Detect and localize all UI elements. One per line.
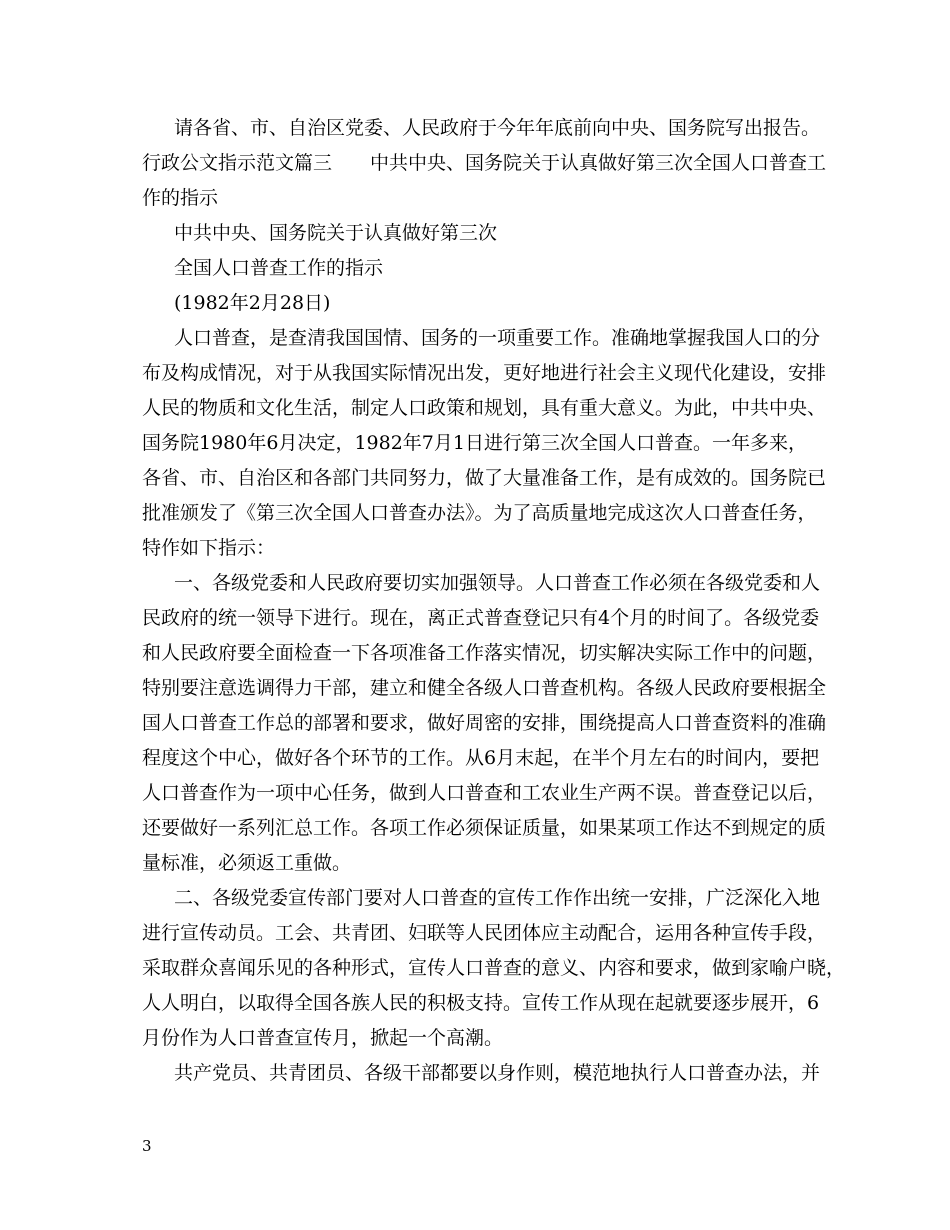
text-line-5: 全国人口普查工作的指示	[174, 257, 384, 279]
text-line-23: 二、各级党委宣传部门要对人口普查的宣传工作作出统一安排，广泛深化入地	[174, 887, 821, 909]
text-line-21: 还要做好一系列汇总工作。各项工作必须保证质量，如果某项工作达不到规定的质	[142, 817, 827, 839]
text-line-25: 采取群众喜闻乐见的各种形式，宣传人口普查的意义、内容和要求，做到家喻户晓，	[142, 957, 846, 979]
text-line-15: 民政府的统一领导下进行。现在，离正式普查登记只有4个月的时间了。各级党委	[142, 607, 820, 629]
text-line-11: 各省、市、自治区和各部门共同努力，做了大量准备工作，是有成效的。国务院已	[142, 467, 827, 489]
text-line-24: 进行宣传动员。工会、共青团、妇联等人民团体应主动配合，运用各种宣传手段，	[142, 922, 827, 944]
text-line-14: 一、各级党委和人民政府要切实加强领导。人口普查工作必须在各级党委和人	[174, 572, 821, 594]
text-line-6: (1982年2月28日)	[174, 292, 331, 314]
text-line-7: 人口普查，是查清我国国情、国务的一项重要工作。准确地掌握我国人口的分	[174, 327, 821, 349]
text-line-12: 批准颁发了《第三次全国人口普查办法》。为了高质量地完成这次人口普查任务，	[142, 502, 817, 524]
text-line-13: 特作如下指示：	[142, 537, 276, 559]
text-line-27: 月份作为人口普查宣传月，掀起一个高潮。	[142, 1027, 504, 1049]
text-line-20: 人口普查作为一项中心任务，做到人口普查和工农业生产两不误。普查登记以后，	[142, 782, 827, 804]
text-line-1: 请各省、市、自治区党委、人民政府于今年年底前向中央、国务院写出报告。	[174, 117, 821, 139]
text-line-4: 中共中央、国务院关于认真做好第三次	[174, 222, 498, 244]
text-line-16: 和人民政府要全面检查一下各项准备工作落实情况，切实解决实际工作中的问题，	[142, 642, 827, 664]
text-line-19: 程度这个中心，做好各个环节的工作。从6月末起，在半个月左右的时间内，要把	[142, 747, 820, 769]
text-line-3: 作的指示	[142, 187, 219, 209]
text-line-8: 布及构成情况，对于从我国实际情况出发，更好地进行社会主义现代化建设，安排	[142, 362, 827, 384]
text-line-18: 国人口普查工作总的部署和要求，做好周密的安排，围绕提高人口普查资料的准确	[142, 712, 827, 734]
document-body	[142, 117, 846, 1097]
text-line-9: 人民的物质和文化生活，制定人口政策和规划，具有重大意义。为此，中共中央、	[142, 397, 827, 419]
page-number: 3	[142, 1137, 152, 1155]
text-line-22: 量标准，必须返工重做。	[142, 852, 352, 874]
text-line-17: 特别要注意选调得力干部，建立和健全各级人口普查机构。各级人民政府要根据全	[142, 677, 827, 699]
text-line-28: 共产党员、共青团员、各级干部都要以身作则，模范地执行人口普查办法，并	[174, 1062, 821, 1084]
text-line-10: 国务院1980年6月决定，1982年7月1日进行第三次全国人口普查。一年多来，	[142, 432, 807, 454]
text-line-2: 行政公文指示范文篇三 中共中央、国务院关于认真做好第三次全国人口普查工	[142, 152, 827, 174]
text-line-26: 人人明白，以取得全国各族人民的积极支持。宣传工作从现在起就要逐步展开，6	[142, 992, 820, 1014]
